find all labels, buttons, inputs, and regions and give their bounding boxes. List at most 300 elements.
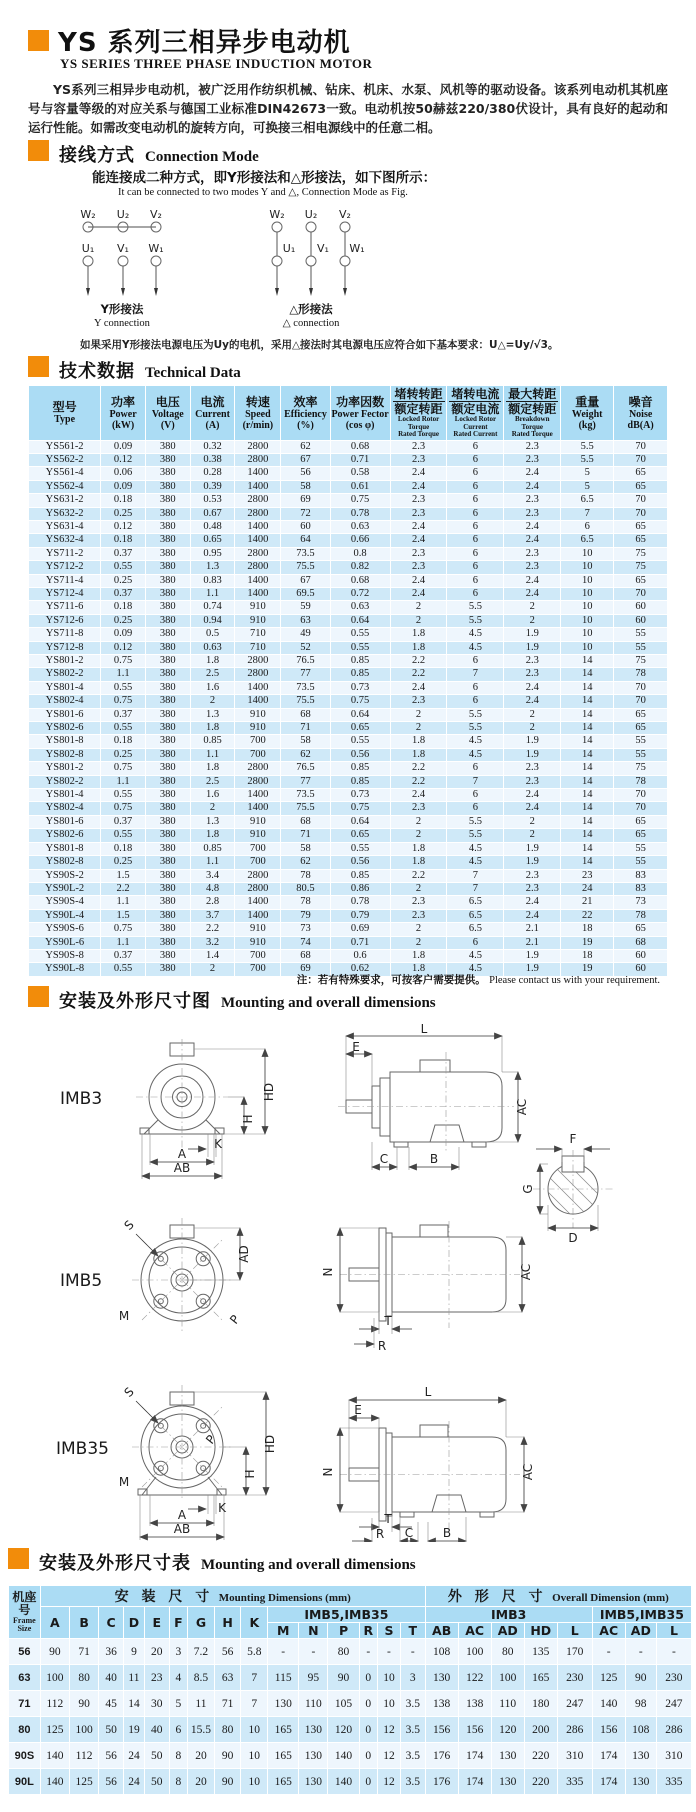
data-cell: 20 [144, 1639, 169, 1665]
data-cell: 380 [145, 909, 190, 922]
data-cell: 58 [281, 842, 330, 855]
data-cell: 65 [614, 480, 668, 493]
imb3-side-view [338, 1022, 529, 1170]
data-cell: 70 [614, 587, 668, 600]
data-cell: 2.2 [101, 882, 146, 895]
data-cell: 0.8 [330, 547, 390, 560]
data-cell: - [378, 1639, 401, 1665]
data-cell: 1.3 [190, 708, 235, 721]
data-cell: 0.67 [190, 507, 235, 520]
data-cell: 0.74 [190, 601, 235, 614]
data-cell: 108 [425, 1639, 458, 1665]
data-cell: 0 [359, 1743, 377, 1769]
table-row [9, 1769, 692, 1795]
row-header-cell: YS90S-6 [29, 923, 101, 936]
data-cell: 0.82 [330, 561, 390, 574]
data-cell: 110 [299, 1691, 328, 1717]
data-cell: 75 [614, 561, 668, 574]
data-cell: 55 [614, 748, 668, 761]
data-cell: 1.1 [190, 856, 235, 869]
data-cell: 6 [447, 440, 504, 453]
data-cell: 335 [656, 1769, 691, 1795]
data-cell: 2.4 [390, 587, 447, 600]
data-cell: 10 [561, 587, 614, 600]
section-heading-cn: 技术数据 [59, 361, 135, 382]
data-cell: 3 [169, 1639, 187, 1665]
data-cell: - [299, 1639, 328, 1665]
intro-paragraph: YS系列三相异步电动机，被广泛用作纺织机械、钻床、机床、水泵、风机等的驱动设备。该系列电动机其机座号与容量等级的对应关系与德国工业标准DIN42673一致。电动机按50赫兹220/380伏设计，具有良好的起动和运行性能。如需改变电动机的旋转方向，可换接三相电源线中的任意二相。 [28, 82, 668, 135]
data-cell: 12 [378, 1717, 401, 1743]
data-cell: 2.5 [190, 668, 235, 681]
table-row [29, 949, 668, 962]
data-cell: 6 [447, 695, 504, 708]
data-cell: 0.64 [330, 815, 390, 828]
orange-bullet-square [28, 356, 49, 377]
data-cell: 125 [592, 1665, 625, 1691]
data-cell: 0.48 [190, 520, 235, 533]
data-cell: 52 [281, 641, 330, 654]
data-cell: 0.71 [330, 936, 390, 949]
row-header-cell: YS801-2 [29, 762, 101, 775]
data-cell: 2 [390, 614, 447, 627]
data-cell: 55 [614, 641, 668, 654]
data-cell: 10 [241, 1717, 268, 1743]
data-cell: 2.4 [390, 534, 447, 547]
data-cell: 230 [656, 1665, 691, 1691]
data-cell: 2 [190, 802, 235, 815]
delta-connection-label-en: △ connection [282, 318, 340, 329]
data-cell: 380 [145, 869, 190, 882]
data-cell: 2 [504, 614, 561, 627]
imb3-label: IMB3 [60, 1089, 103, 1109]
data-cell: 0.37 [101, 815, 146, 828]
svg-text:R: R [377, 1339, 387, 1353]
data-cell: 0 [359, 1665, 377, 1691]
table-row [29, 494, 668, 507]
data-cell: 1400 [235, 480, 281, 493]
data-cell: 120 [491, 1717, 524, 1743]
svg-text:B: B [442, 1526, 452, 1540]
data-cell: 0.68 [330, 440, 390, 453]
data-cell: 60 [614, 601, 668, 614]
svg-text:K: K [214, 1137, 222, 1151]
data-cell: 0.85 [330, 869, 390, 882]
col-hd: HD [524, 1623, 557, 1639]
data-cell: 45 [99, 1691, 124, 1717]
table-row [29, 802, 668, 815]
col-ab: AB [425, 1623, 458, 1639]
data-cell: 10 [241, 1743, 268, 1769]
data-cell: 0.75 [101, 655, 146, 668]
data-cell: 6 [447, 655, 504, 668]
data-cell: 380 [145, 520, 190, 533]
data-cell: 380 [145, 789, 190, 802]
section-heading-en: Technical Data [145, 365, 241, 381]
data-cell: 130 [299, 1717, 328, 1743]
col-weight: 重量 Weight (kg) [561, 386, 614, 441]
data-cell: 6 [169, 1717, 187, 1743]
data-cell: 220 [524, 1769, 557, 1795]
col-c: C [99, 1607, 124, 1639]
table-row [29, 775, 668, 788]
table-row [29, 695, 668, 708]
data-cell: 1.1 [101, 896, 146, 909]
data-cell: 2 [504, 722, 561, 735]
data-cell: 1.8 [390, 748, 447, 761]
data-cell: 0.62 [330, 963, 390, 976]
data-cell: 0.09 [101, 440, 146, 453]
data-cell: 90 [328, 1665, 359, 1691]
data-cell: 12 [378, 1769, 401, 1795]
data-cell: 140 [40, 1769, 69, 1795]
data-cell: 2800 [235, 547, 281, 560]
row-header-cell: YS561-2 [29, 440, 101, 453]
table-row [29, 869, 668, 882]
data-cell: 67 [281, 574, 330, 587]
data-cell: 14 [561, 842, 614, 855]
section-heading-en: Connection Mode [145, 149, 259, 165]
data-cell: 70 [614, 789, 668, 802]
data-cell: 78 [281, 869, 330, 882]
data-cell: 11 [188, 1691, 215, 1717]
data-cell: 0.18 [101, 494, 146, 507]
row-header-cell: YS561-4 [29, 467, 101, 480]
data-cell: 70 [614, 494, 668, 507]
data-cell: 78 [614, 909, 668, 922]
row-header-cell: YS802-2 [29, 775, 101, 788]
svg-text:V₁: V₁ [317, 242, 329, 255]
data-cell: 0 [359, 1769, 377, 1795]
data-cell: 176 [425, 1769, 458, 1795]
data-cell: 60 [614, 614, 668, 627]
svg-text:AC: AC [515, 1098, 529, 1116]
data-cell: 7 [241, 1665, 268, 1691]
data-cell: 0.65 [330, 722, 390, 735]
col-h: H [214, 1607, 241, 1639]
data-cell: - [359, 1639, 377, 1665]
data-cell: 5.5 [447, 708, 504, 721]
data-cell: 2.4 [390, 520, 447, 533]
table-row [29, 882, 668, 895]
data-cell: 10 [561, 574, 614, 587]
row-header-cell: YS711-6 [29, 601, 101, 614]
data-cell: 0.55 [330, 641, 390, 654]
data-cell: 14 [561, 735, 614, 748]
data-cell: 1.8 [190, 655, 235, 668]
data-cell: 910 [235, 708, 281, 721]
data-cell: 19 [561, 936, 614, 949]
data-cell: 105 [328, 1691, 359, 1717]
data-cell: 80 [491, 1639, 524, 1665]
data-cell: 0.66 [330, 534, 390, 547]
table-row [9, 1639, 692, 1665]
data-cell: 74 [281, 936, 330, 949]
data-cell: 380 [145, 815, 190, 828]
data-cell: 4.5 [447, 735, 504, 748]
shaft-section-view [521, 1132, 618, 1245]
data-cell: 20 [188, 1743, 215, 1769]
data-cell: 50 [144, 1743, 169, 1769]
row-header-cell: YS711-2 [29, 547, 101, 560]
data-cell: 700 [235, 735, 281, 748]
data-cell: 165 [268, 1769, 299, 1795]
svg-text:H: H [241, 1114, 255, 1124]
data-cell: 6.5 [447, 923, 504, 936]
data-cell: 64 [281, 534, 330, 547]
col-p: P [328, 1623, 359, 1639]
data-cell: 1.8 [390, 949, 447, 962]
data-cell: 2.3 [390, 494, 447, 507]
data-cell: 4.5 [447, 963, 504, 976]
col-b: B [69, 1607, 98, 1639]
data-cell: 3.7 [190, 909, 235, 922]
data-cell: 122 [458, 1665, 491, 1691]
data-cell: 380 [145, 936, 190, 949]
data-cell: 6 [447, 453, 504, 466]
data-cell: 2.2 [390, 869, 447, 882]
data-cell: 380 [145, 802, 190, 815]
data-cell: 59 [281, 601, 330, 614]
svg-text:D: D [568, 1231, 578, 1245]
data-cell: - [592, 1639, 625, 1665]
data-cell: 2800 [235, 561, 281, 574]
data-cell: 70 [614, 695, 668, 708]
data-cell: 0.85 [330, 655, 390, 668]
data-cell: 63 [281, 614, 330, 627]
svg-text:AB: AB [173, 1522, 191, 1536]
data-cell: 2800 [235, 494, 281, 507]
data-cell: 380 [145, 655, 190, 668]
table-row [29, 681, 668, 694]
data-cell: 7.2 [188, 1639, 215, 1665]
data-cell: 130 [625, 1743, 656, 1769]
data-cell: 310 [557, 1743, 592, 1769]
svg-text:T: T [384, 1512, 392, 1526]
data-cell: 1.9 [504, 949, 561, 962]
table-row [29, 641, 668, 654]
data-cell: 1.8 [390, 963, 447, 976]
data-cell: 130 [299, 1769, 328, 1795]
data-cell: 6.5 [561, 534, 614, 547]
data-cell: 14 [561, 748, 614, 761]
data-cell: 24 [123, 1769, 144, 1795]
col-ad: AD [491, 1623, 524, 1639]
data-cell: 80 [214, 1717, 241, 1743]
data-cell: 72 [281, 507, 330, 520]
row-header-cell: YS90L-8 [29, 963, 101, 976]
data-cell: 1.1 [190, 748, 235, 761]
svg-text:HD: HD [263, 1434, 277, 1454]
data-cell: 65 [614, 534, 668, 547]
data-cell: 2 [504, 815, 561, 828]
data-cell: 1.5 [101, 869, 146, 882]
data-cell: 700 [235, 842, 281, 855]
data-cell: 0.56 [330, 856, 390, 869]
data-cell: 108 [625, 1717, 656, 1743]
data-cell: 125 [40, 1717, 69, 1743]
data-cell: 2.4 [390, 681, 447, 694]
section-technical-data [28, 356, 241, 383]
data-cell: 5.5 [447, 722, 504, 735]
data-cell: 2.3 [390, 453, 447, 466]
data-cell: 7 [447, 775, 504, 788]
section-mounting-table [8, 1548, 416, 1575]
data-cell: 130 [491, 1743, 524, 1769]
data-cell: 6 [447, 802, 504, 815]
data-cell: 5 [561, 480, 614, 493]
data-cell: 7 [447, 882, 504, 895]
data-cell: 380 [145, 748, 190, 761]
data-cell: 0.68 [330, 574, 390, 587]
data-cell: 7 [561, 507, 614, 520]
data-cell: 2.4 [504, 681, 561, 694]
data-cell: 0.12 [101, 453, 146, 466]
data-cell: 1400 [235, 695, 281, 708]
table-row [29, 601, 668, 614]
col-locked-rotor-current: 堵转电流 额定电流 Locked Rotor Current Rated Current [447, 386, 504, 441]
col-efficiency: 效率 Efficiency (%) [281, 386, 330, 441]
data-cell: 14 [561, 802, 614, 815]
data-cell: 6.5 [447, 909, 504, 922]
data-cell: 5.5 [561, 440, 614, 453]
data-cell: 90 [625, 1665, 656, 1691]
data-cell: 0.18 [101, 601, 146, 614]
data-cell: 14 [123, 1691, 144, 1717]
row-header-cell: 90S [9, 1743, 41, 1769]
data-cell: 65 [614, 722, 668, 735]
data-cell: 0.25 [101, 748, 146, 761]
data-cell: 70 [614, 440, 668, 453]
data-cell: 380 [145, 668, 190, 681]
data-cell: 0.85 [190, 735, 235, 748]
svg-text:A: A [177, 1147, 187, 1161]
table-row [29, 561, 668, 574]
data-cell: 10 [561, 601, 614, 614]
data-cell: 1.8 [190, 762, 235, 775]
data-cell: 6 [447, 762, 504, 775]
data-cell: 14 [561, 695, 614, 708]
data-cell: 76.5 [281, 762, 330, 775]
svg-text:L: L [420, 1022, 428, 1036]
data-cell: 0.85 [330, 762, 390, 775]
data-cell: 2 [190, 695, 235, 708]
data-cell: 14 [561, 775, 614, 788]
data-cell: 0.86 [330, 882, 390, 895]
col-n: N [299, 1623, 328, 1639]
col-k: K [241, 1607, 268, 1639]
data-cell: 174 [458, 1743, 491, 1769]
data-cell: 71 [214, 1691, 241, 1717]
data-cell: 6 [447, 936, 504, 949]
table-row [29, 815, 668, 828]
data-cell: 0.75 [330, 494, 390, 507]
row-header-cell: YS801-4 [29, 789, 101, 802]
data-cell: 230 [557, 1665, 592, 1691]
data-cell: 0.73 [330, 789, 390, 802]
data-cell: 138 [458, 1691, 491, 1717]
row-header-cell: YS632-2 [29, 507, 101, 520]
data-cell: 1.8 [190, 722, 235, 735]
data-cell: 1.9 [504, 963, 561, 976]
data-cell: 78 [614, 775, 668, 788]
data-cell: 1400 [235, 587, 281, 600]
data-cell: 76.5 [281, 655, 330, 668]
svg-text:V₁: V₁ [117, 242, 129, 255]
group-overall-dimensions: 外 形 尺 寸 Overall Dimension (mm) [425, 1586, 691, 1607]
data-cell: 0.72 [330, 587, 390, 600]
data-cell: 910 [235, 722, 281, 735]
data-cell: 78 [614, 668, 668, 681]
imb5-side-view [321, 1221, 533, 1353]
table-row [29, 440, 668, 453]
data-cell: 140 [40, 1743, 69, 1769]
data-cell: 2 [390, 936, 447, 949]
data-cell: 5.5 [561, 453, 614, 466]
svg-text:P: P [227, 1312, 243, 1327]
page-title-english: YS SERIES THREE PHASE INDUCTION MOTOR [60, 56, 373, 71]
data-cell: 2.4 [504, 695, 561, 708]
data-cell: 15.5 [188, 1717, 215, 1743]
data-cell: 174 [592, 1769, 625, 1795]
data-cell: 0.09 [101, 628, 146, 641]
data-cell: 3.5 [400, 1691, 425, 1717]
svg-text:W₁: W₁ [148, 242, 164, 255]
row-header-cell: YS90L-6 [29, 936, 101, 949]
data-cell: 10 [378, 1691, 401, 1717]
data-cell: 380 [145, 882, 190, 895]
row-header-cell: YS801-8 [29, 735, 101, 748]
data-cell: 5.5 [447, 815, 504, 828]
subgroup-imb3: IMB3 [425, 1607, 592, 1623]
mounting-dimensions-table [8, 1585, 692, 1795]
data-cell: 6 [447, 789, 504, 802]
row-header-cell: YS801-6 [29, 815, 101, 828]
data-cell: 75.5 [281, 802, 330, 815]
row-header-cell: 63 [9, 1665, 41, 1691]
data-cell: 0.18 [101, 534, 146, 547]
data-cell: 130 [491, 1769, 524, 1795]
data-cell: 2.4 [504, 480, 561, 493]
page-title: YS 系列三相异步电动机 [58, 28, 351, 58]
data-cell: 2800 [235, 655, 281, 668]
svg-text:U₂: U₂ [116, 208, 130, 221]
data-cell: 174 [592, 1743, 625, 1769]
col-noise: 噪音 Noise dB(A) [614, 386, 668, 441]
data-cell: 2.3 [504, 762, 561, 775]
data-cell: 10 [561, 614, 614, 627]
data-cell: 24 [561, 882, 614, 895]
data-cell: 75 [614, 655, 668, 668]
table-row [29, 547, 668, 560]
data-cell: 1.1 [101, 775, 146, 788]
data-cell: 0.83 [190, 574, 235, 587]
data-cell: 1.9 [504, 628, 561, 641]
data-cell: 60 [614, 949, 668, 962]
data-cell: 90 [69, 1691, 98, 1717]
data-cell: 380 [145, 762, 190, 775]
data-cell: 1.3 [190, 815, 235, 828]
data-cell: 2 [504, 601, 561, 614]
data-cell: 2.4 [390, 467, 447, 480]
data-cell: 0.56 [330, 748, 390, 761]
data-cell: 70 [614, 802, 668, 815]
data-cell: 65 [614, 574, 668, 587]
row-header-cell: YS711-8 [29, 628, 101, 641]
table-header-row [9, 1607, 692, 1623]
col-s: S [378, 1623, 401, 1639]
data-cell: 3.4 [190, 869, 235, 882]
data-cell: 5.5 [447, 601, 504, 614]
